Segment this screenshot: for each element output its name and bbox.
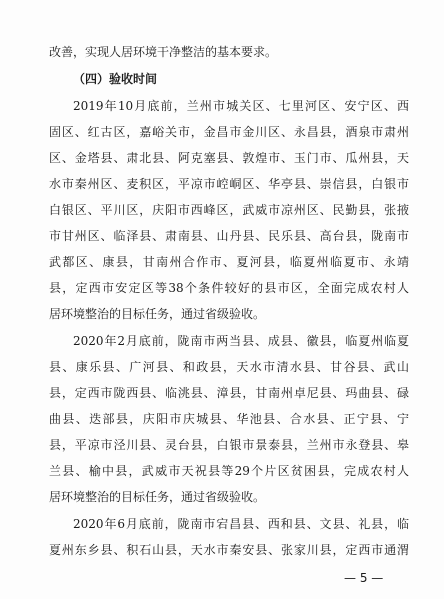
text-line: 水市秦州区、麦积区，平凉市崆峒区、华亭县、崇信县，白银市 [49,177,409,191]
text-line: 县，平凉市泾川县、灵台县，白银市景泰县，兰州市永登县、皋 [49,438,409,452]
text-line: 固区、红古区，嘉峪关市，金昌市金川区、永昌县，酒泉市肃州 [49,125,409,139]
text-line: 县，定西市安定区等38个条件较好的县市区，全面完成农村人 [49,281,409,295]
text-line: 居环境整治的目标任务，通过省级验收。 [49,490,266,504]
text-line: 改善，实现人居环境干净整洁的基本要求。 [49,45,278,59]
text-line: 兰县、榆中县，武威市天祝县等29个片区贫困县，完成农村人 [49,464,409,478]
text-line: 2019年10月底前，兰州市城关区、七里河区、安宁区、西 [73,99,409,113]
text-line: 2020年2月底前，陇南市两当县、成县、徽县，临夏州临夏 [73,334,409,348]
text-line: 白银区、平川区，庆阳市西峰区，武威市凉州区、民勤县，张掖 [49,203,409,217]
text-line: 曲县、迭部县，庆阳市庆城县、华池县、合水县、正宁县、宁 [49,412,409,426]
text-line: 居环境整治的目标任务，通过省级验收。 [49,307,266,321]
text-line: 夏州东乡县、积石山县，天水市秦安县、张家川县，定西市通渭 [49,543,409,557]
text-line: 县、康乐县、广河县、和政县，天水市清水县、甘谷县、武山 [49,360,409,374]
text-line: 县，定西市陇西县、临洮县、漳县，甘南州卓尼县、玛曲县、碌 [49,386,409,400]
text-line: 市甘州区、临泽县、肃南县、山丹县、民乐县、高台县，陇南市 [49,229,409,243]
text-line: 2020年6月底前，陇南市宕昌县、西和县、文县、礼县，临 [73,517,409,531]
text-line: 武都区、康县，甘南州合作市、夏河县，临夏州临夏市、永靖 [49,255,409,269]
section-heading: （四）验收时间 [73,72,158,86]
text-line: 区、金塔县、肃北县、阿克塞县、敦煌市、玉门市、瓜州县，天 [49,151,409,165]
page-number: — 5 — [344,571,384,585]
